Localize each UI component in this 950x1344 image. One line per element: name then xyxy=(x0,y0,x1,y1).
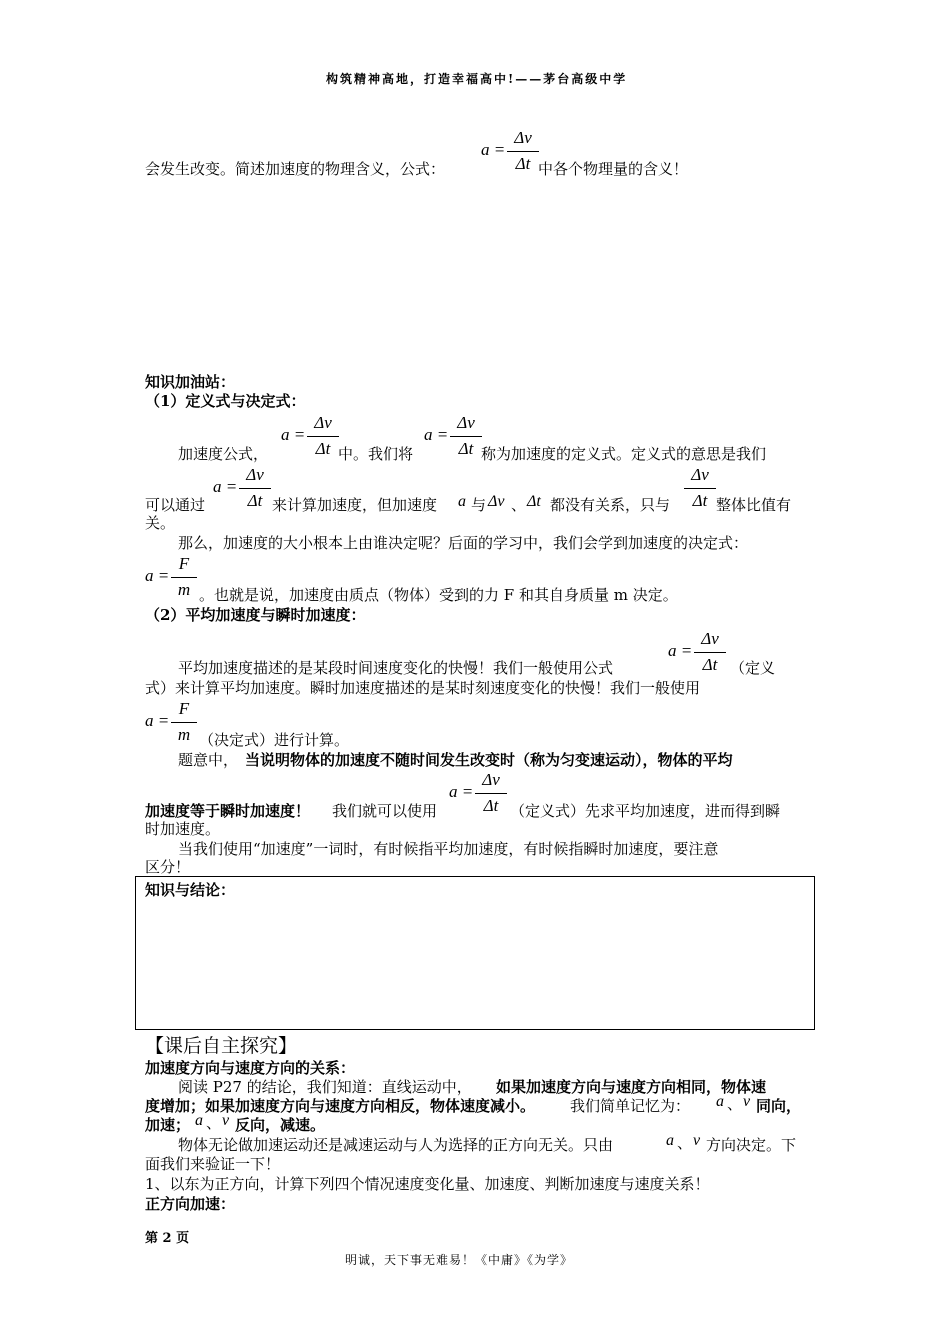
p9-c: （定义式）先求平均加速度，进而得到瞬 xyxy=(510,802,781,820)
p9-b: 我们就可以使用 xyxy=(332,802,438,820)
q3-b: 、 xyxy=(206,1114,222,1132)
p2-f: 整体比值有 xyxy=(716,496,792,514)
q2-b: 我们简单记忆为： xyxy=(570,1097,691,1115)
formula-a-eq: a = xyxy=(145,566,170,585)
section-1-title: （1）定义式与决定式： xyxy=(145,392,306,410)
formula-a-eq: a = xyxy=(481,140,506,159)
q7: 正方向加速： xyxy=(145,1195,236,1213)
symbol-v: v xyxy=(693,1132,701,1149)
p2-c: 与 xyxy=(471,496,487,514)
fraction-dv-dt: Δv Δt xyxy=(692,628,728,676)
q1-b: 如果加速度方向与速度方向相同，物体速 xyxy=(496,1078,767,1096)
formula-a-eq: a = xyxy=(668,641,693,660)
p1-c: 称为加速度的定义式。定义式的意思是我们 xyxy=(481,445,767,463)
page-header: 构筑精神高地，打造幸福高中!——茅台高级中学 xyxy=(326,72,628,86)
symbol-a: a xyxy=(716,1093,724,1110)
footer-quote: 明诚，天下事无难易！《中庸》《为学》 xyxy=(345,1253,574,1267)
p2-e: 都没有关系，只与 xyxy=(550,496,671,514)
intro-line-pre: 会发生改变。简述加速度的物理含义，公式： xyxy=(145,160,446,178)
q5: 面我们来验证一下！ xyxy=(145,1155,281,1173)
fraction-dv-dt: Δv Δt xyxy=(505,127,541,175)
fraction-dv-dt: Δv Δt xyxy=(473,769,509,817)
after-class-subtitle: 加速度方向与速度方向的关系： xyxy=(145,1059,356,1077)
formula-a-eq: a = xyxy=(281,425,306,444)
p5-b: （定义 xyxy=(730,659,776,677)
q2-c: 、 xyxy=(727,1095,743,1113)
p2-g: 关。 xyxy=(145,514,176,532)
section-2-title: （2）平均加速度与瞬时加速度： xyxy=(145,606,366,624)
symbol-v: v xyxy=(222,1112,230,1129)
q2-d: 同向， xyxy=(756,1097,802,1115)
fraction-dv-dt: Δv Δt xyxy=(448,412,484,460)
q4-b: 、 xyxy=(677,1134,693,1152)
formula-a-eq: a = xyxy=(449,782,474,801)
fraction-f-m: F m xyxy=(169,553,199,601)
p2-a: 可以通过 xyxy=(145,496,206,514)
p11: 当我们使用“加速度”一词时，有时候指平均加速度，有时候指瞬时加速度，要注意 xyxy=(178,840,719,858)
conclusion-title: 知识与结论： xyxy=(145,881,236,899)
fraction-dv-dt: Δv Δt xyxy=(305,412,341,460)
p2-d: 、 xyxy=(511,496,527,514)
p7: （决定式）进行计算。 xyxy=(199,731,350,749)
p10: 时加速度。 xyxy=(145,820,221,838)
p8-a: 题意中， xyxy=(178,751,239,769)
q6: 1、以东为正方向，计算下列四个情况速度变化量、加速度、判断加速度与速度关系！ xyxy=(145,1175,710,1193)
conclusion-box[interactable] xyxy=(135,876,815,1030)
symbol-a: a xyxy=(666,1132,674,1149)
q2-a: 度增加；如果加速度方向与速度方向相反，物体速度减小。 xyxy=(145,1097,536,1115)
p3: 那么，加速度的大小根本上由谁决定呢？后面的学习中，我们会学到加速度的决定式： xyxy=(178,534,749,552)
q4-a: 物体无论做加速运动还是减速运动与人为选择的正方向无关。只由 xyxy=(178,1136,614,1154)
q3-c: 反向，减速。 xyxy=(235,1116,326,1134)
symbol-delta-t: Δt xyxy=(527,493,541,510)
p8-b: 当说明物体的加速度不随时间发生改变时（称为匀变速运动），物体的平均 xyxy=(245,751,733,769)
p1-b: 中。我们将 xyxy=(338,445,414,463)
fraction-dv-dt: Δv Δt xyxy=(237,464,273,512)
p2-b: 来计算加速度，但加速度 xyxy=(272,496,438,514)
p9-a: 加速度等于瞬时加速度！ xyxy=(145,802,311,820)
after-class-title: 【课后自主探究】 xyxy=(145,1035,298,1057)
symbol-a: a xyxy=(458,493,466,510)
page-number: 第 2 页 xyxy=(145,1231,190,1246)
p6: 式）来计算平均加速度。瞬时加速度描述的是某时刻速度变化的快慢！我们一般使用 xyxy=(145,679,701,697)
p5-a: 平均加速度描述的是某段时间速度变化的快慢！我们一般使用公式 xyxy=(178,659,614,677)
q1-a: 阅读 P27 的结论，我们知道：直线运动中， xyxy=(178,1078,472,1096)
p4: 。也就是说，加速度由质点（物体）受到的力 F 和其自身质量 m 决定。 xyxy=(199,586,678,604)
p12: 区分！ xyxy=(145,858,191,876)
fraction-dv-dt: Δv Δt xyxy=(682,464,718,512)
station-title: 知识加油站： xyxy=(145,373,236,391)
symbol-delta-v: Δv xyxy=(488,493,505,510)
formula-a-eq: a = xyxy=(213,477,238,496)
q3-a: 加速； xyxy=(145,1116,191,1134)
p1-a: 加速度公式， xyxy=(178,445,269,463)
formula-a-eq: a = xyxy=(145,711,170,730)
symbol-v: v xyxy=(743,1093,751,1110)
symbol-a: a xyxy=(195,1112,203,1129)
q4-c: 方向决定。下 xyxy=(706,1136,797,1154)
intro-line-post: 中各个物理量的含义！ xyxy=(538,160,689,178)
formula-a-eq: a = xyxy=(424,425,449,444)
fraction-f-m: F m xyxy=(169,698,199,746)
